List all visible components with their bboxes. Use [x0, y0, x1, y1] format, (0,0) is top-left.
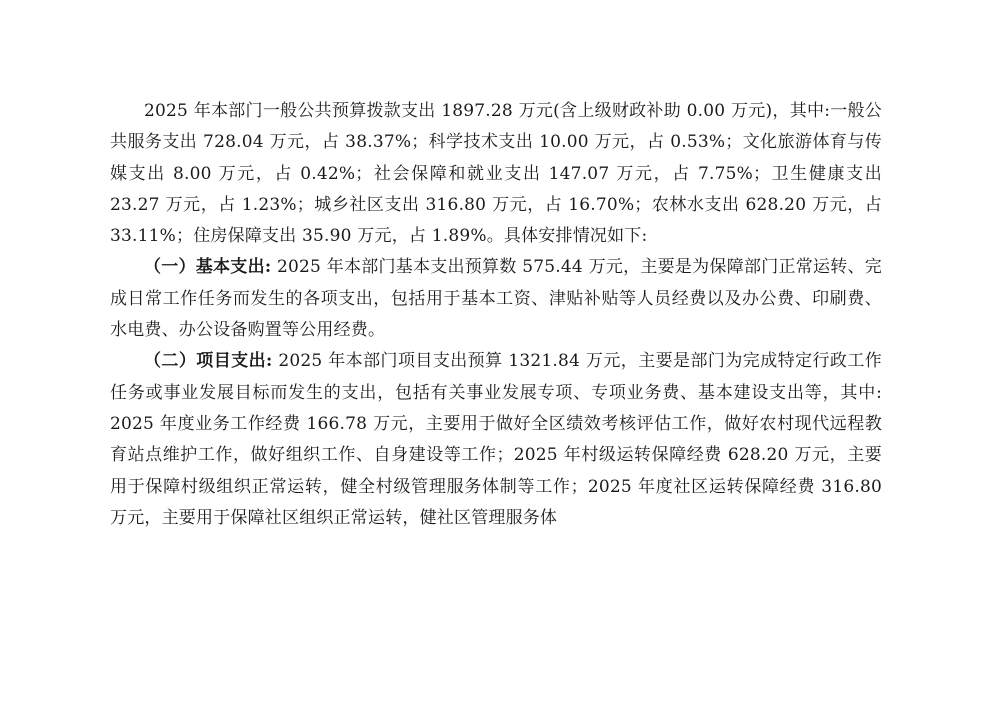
paragraph-text: 2025 年本部门基本支出预算数 575.44 万元，主要是为保障部门正常运转、完成日常工作任务而发生的各项支出，包括用于基本工资、津贴补贴等人员经费以及办公费、印刷费、水电费、办公设备购置等公用经费。 — [110, 257, 882, 341]
paragraph-lead: （一）基本支出: — [144, 257, 272, 278]
paragraph-budget-summary — [110, 96, 882, 252]
paragraph-text: 2025 年本部门项目支出预算 1321.84 万元，主要是部门为完成特定行政工作任务或事业发展目标而发生的支出，包括有关事业发展专项、专项业务费、基本建设支出等，其中: 2025 年度业务工作经费 166.78 万元，主要用于做好全区绩效考核评估工作，做好农村现代远程教育站点维护工作，做好组织工作、自身建设等工作；2025 年村级运转保障经费 628.20 万元，主要用于保障村级组织正常运转，健全村级管理服务体制等工作；2025 年度社区运转保障经费 316.80 万元，主要用于保障社区组织正常运转，健社区管理服务体 — [110, 351, 882, 528]
paragraph-project-expenditure — [110, 346, 882, 534]
paragraph-basic-expenditure — [110, 252, 882, 346]
document-body — [110, 96, 882, 534]
paragraph-text: 2025 年本部门一般公共预算拨款支出 1897.28 万元(含上级财政补助 0.00 万元)，其中:一般公共服务支出 728.04 万元，占 38.37%；科学技术支出 10.00 万元，占 0.53%；文化旅游体育与传媒支出 8.00 万元，占 0.42%；社会保障和就业支出 147.07 万元，占 7.75%；卫生健康支出 23.27 万元，占 1.23%；城乡社区支出 316.80 万元，占 16.70%；农林水支出 628.20 万元，占 33.11%；住房保障支出 35.90 万元，占 1.89%。具体安排情况如下: — [110, 101, 882, 247]
paragraph-lead: （二）项目支出: — [144, 351, 273, 372]
